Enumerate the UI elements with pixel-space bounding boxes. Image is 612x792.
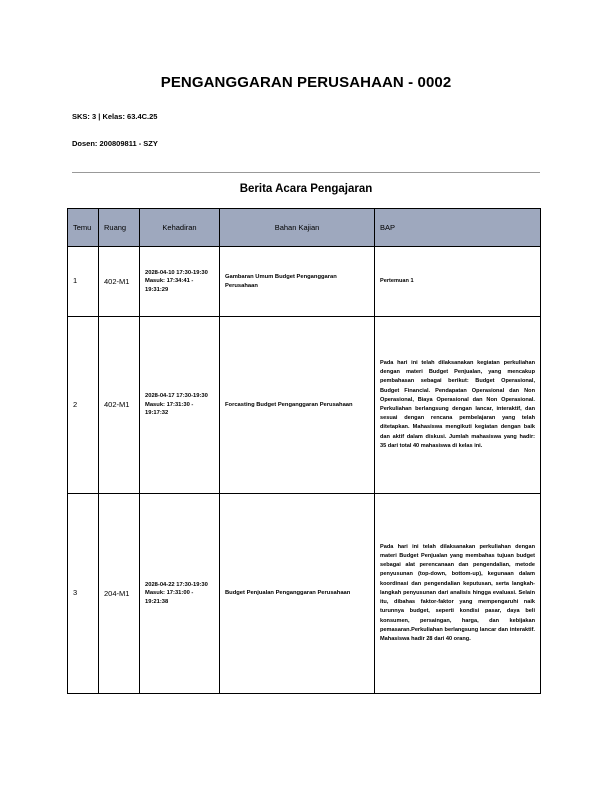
- cell-temu: 3: [68, 494, 99, 694]
- table-header-row: [68, 209, 541, 247]
- document-title: PENGANGGARAN PERUSAHAAN - 0002: [160, 74, 452, 91]
- cell-temu: 2: [68, 317, 99, 494]
- cell-ruang: 402-M1: [99, 247, 140, 317]
- cell-temu: 1: [68, 247, 99, 317]
- table-row: [68, 247, 541, 317]
- header-temu: Temu: [68, 209, 99, 247]
- header-bahan-kajian: Bahan Kajian: [220, 209, 375, 247]
- cell-bahan-kajian: Forcasting Budget Penganggaran Perusahaan: [220, 317, 375, 494]
- table-row: [68, 317, 541, 494]
- cell-bahan-kajian: Gambaran Umum Budget Penganggaran Perusahaan: [220, 247, 375, 317]
- cell-ruang: 204-M1: [99, 494, 140, 694]
- bap-table: [67, 208, 541, 694]
- section-title: Berita Acara Pengajaran: [239, 183, 373, 195]
- cell-kehadiran: 2028-04-22 17:30-19:30 Masuk: 17:31:00 - 19:21:38: [140, 494, 220, 694]
- header-bap: BAP: [375, 209, 541, 247]
- cell-bahan-kajian: Budget Penjualan Penganggaran Perusahaan: [220, 494, 375, 694]
- cell-bap: Pertemuan 1: [375, 247, 541, 317]
- sks-kelas-info: SKS: 3 | Kelas: 63.4C.25: [72, 112, 158, 121]
- cell-kehadiran: 2028-04-17 17:30-19:30 Masuk: 17:31:30 - 19:17:32: [140, 317, 220, 494]
- header-ruang: Ruang: [99, 209, 140, 247]
- cell-kehadiran: 2028-04-10 17:30-19:30 Masuk: 17:34:41 - 19:31:29: [140, 247, 220, 317]
- cell-bap: Pada hari ini telah dilaksanakan perkuliahan dengan materi Budget Penjualan yang membahas tujuan budget sebagai alat perencanaan dan pengendalian, metode penyusunan (top-down, bottom-up), kegunaan dalam koordinasi dan pengendalian keputusan, serta langkah-langkah penyusunan dari analisis hingga evaluasi. Selain itu, dibahas faktor-faktor yang mempengaruhi naik turunnya budget, seperti kondisi pasar, daya beli konsumen, persaingan, harga, dan kebijakan pemasaran.Perkuliahan berlangsung lancar dan interaktif. Mahasiswa hadir 28 dari 40 orang.: [375, 494, 541, 694]
- table-row: [68, 494, 541, 694]
- cell-bap: Pada hari ini telah dilaksanakan kegiatan perkuliahan dengan materi Budget Penjualan, yang mencakup pembahasan sebagai berikut: Budget Operasional, Budget Financial. Pendapatan Operasional dan Non Operasional, Biaya Operasional dan Non Operasional. Perkuliahan berlangsung dengan lancar, interaktif, dan sesuai dengan rencana pembelajaran yang telah ditetapkan. Mahasiswa mengikuti kegiatan dengan baik dan aktif dalam diskusi. Jumlah mahasiswa yang hadir: 35 dari total 40 mahasiswa di kelas ini.: [375, 317, 541, 494]
- cell-ruang: 402-M1: [99, 317, 140, 494]
- header-kehadiran: Kehadiran: [140, 209, 220, 247]
- dosen-info: Dosen: 200809811 - SZY: [72, 139, 158, 148]
- divider: [72, 172, 540, 173]
